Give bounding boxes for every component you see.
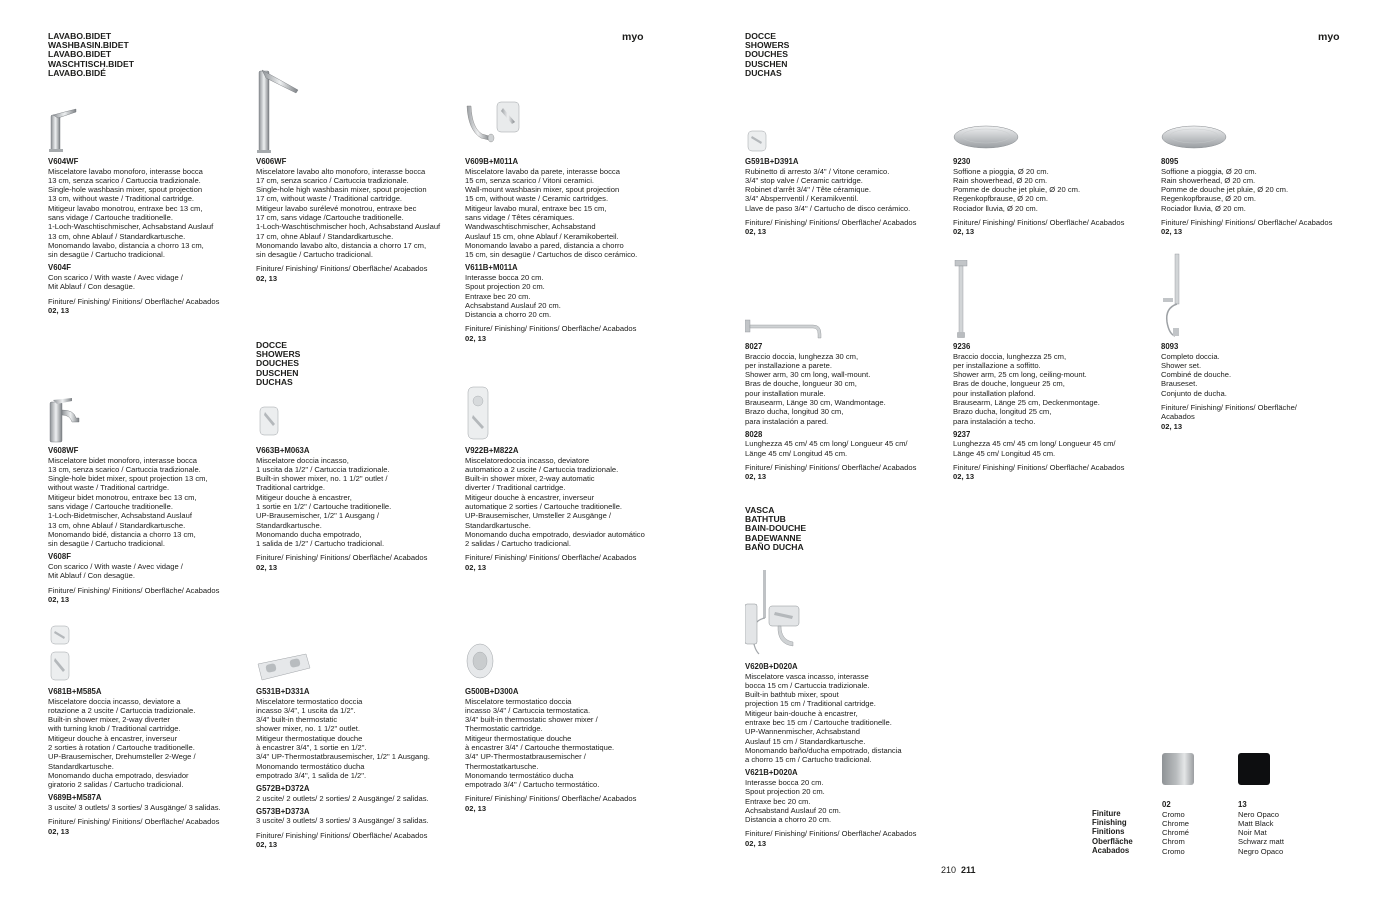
product-block-9230 bbox=[953, 157, 1158, 237]
finish-legend-item-chrome bbox=[1162, 800, 1232, 856]
finish-legend-item-matt-black bbox=[1238, 800, 1318, 856]
product-code: V609B+M011A bbox=[465, 157, 519, 166]
product-variant-description: 3 uscite/ 3 outlets/ 3 sorties/ 3 Ausgänge/ 3 salidas. bbox=[256, 816, 429, 826]
product-block-v609b bbox=[465, 157, 675, 343]
product-variant-code: V689B+M587A bbox=[48, 793, 102, 803]
product-code: V604WF bbox=[48, 157, 79, 166]
product-code: G531B+D331A bbox=[256, 687, 310, 696]
product-code: V922B+M822A bbox=[465, 446, 519, 455]
page-numbers bbox=[941, 866, 976, 875]
finishing-value: 02, 13 bbox=[48, 594, 70, 604]
product-variant-description: 3 uscite/ 3 outlets/ 3 sorties/ 3 Ausgänge/ 3 salidas. bbox=[48, 802, 221, 812]
product-variant-code: G573B+D373A bbox=[256, 806, 310, 816]
product-code: V681B+M585A bbox=[48, 687, 102, 696]
product-image-9230 bbox=[953, 124, 1019, 150]
product-description: Miscelatore lavabo monoforo, interasse bocca 13 cm, senza scarico / Cartuccia tradizionale. Single-hole washbasin mixer, spout projection 13 cm, without waste / Traditional cartridge. Mitigeur lavabo monotrou, entraxe bec 13 cm, sans vidage / Cartouche traditionelle. 1-Loch-Waschtischmischer, Achsabstand Auslauf 13 cm, ohne Ablauf / Standardkartusche. Monomando lavabo, distancia a chorro 13 cm, sin desagüe / Cartucho tradicional. bbox=[48, 166, 214, 260]
product-variant-description: Con scarico / With waste / Avec vidage / Mit Ablauf / Con desagüe. bbox=[48, 272, 183, 292]
finishing-value: 02, 13 bbox=[256, 273, 278, 283]
finishing-value: 02, 13 bbox=[256, 562, 278, 572]
product-variant-code: V621B+D020A bbox=[745, 768, 798, 778]
finishing-value: 02, 13 bbox=[953, 472, 975, 482]
product-description: Miscelatore lavabo alto monoforo, interasse bocca 17 cm, senza scarico / Cartuccia tradizionale. Single-hole high washbasin mixer, spout projection 17 cm, without waste / Traditional cartridge. Mitigeur lavabo surélevé monotrou, entraxe bec 17 cm, sans vidage /Cartouche traditionelle. 1-Loch-Waschtischmischer hoch, Achsabstand Auslauf 17 cm, ohne Ablauf / Standardkartusche. Monomando lavabo alto, distancia a chorro 17 cm, sin desagüe / Cartucho tradicional. bbox=[256, 166, 441, 260]
product-variant-code: G572B+D372A bbox=[256, 784, 310, 794]
finishing-value: 02, 13 bbox=[1161, 227, 1183, 237]
finishing-label: Finiture/ Finishing/ Finitions/ Oberfläche/ Acabados bbox=[1161, 217, 1333, 227]
product-description: Miscelatore termostatico doccia incasso 3/4" / Cartuccia termostatica. 3/4" built-in thermostatic shower mixer / Thermostatic cartridge. Mitigeur thermostatique douche à encastrer 3/4" / Cartouche thermostatique. 3/4" UP-Thermostatbrausemischer / Thermostatkartusche. Monomando termostático ducha empotrado 3/4" / Cartucho termostático. bbox=[465, 696, 615, 790]
finishing-label: Finiture/ Finishing/ Finitions/ Oberfläche/ Acabados bbox=[953, 462, 1125, 472]
product-code: G591B+D391A bbox=[745, 157, 799, 166]
product-block-v604wf bbox=[48, 157, 248, 315]
product-image-v606wf bbox=[256, 66, 300, 154]
finishing-label: Finiture/ Finishing/ Finitions/ Oberfläche/ Acabados bbox=[745, 217, 917, 227]
section-header-showers-right: DOCCE SHOWERS DOUCHES DUSCHEN DUCHAS bbox=[745, 31, 790, 78]
product-description: Miscelatoredoccia incasso, deviatore automatico a 2 uscite / Cartuccia tradizionale. Built-in shower mixer, 2-way automatic diverter / Traditional cartridge. Mitigeur douche à encastrer, inverseur automatique 2 sorties / Cartouche traditionelle. UP-Brausemischer, Umsteller 2 Ausgänge / Standardkartusche. Monomando ducha empotrado, desviador automático 2 salidas / Cartucho tradicional. bbox=[465, 455, 645, 549]
product-block-v620b bbox=[745, 662, 950, 848]
product-description: Miscelatore doccia incasso, 1 uscita da 1/2" / Cartuccia tradizionale. Built-in shower mixer, no. 1 1/2" outlet / Traditional cartridge. Mitigeur douche à encastrer, 1 sortie en 1/2" / Cartouche traditionelle. UP-Brausemischer, 1/2" 1 Ausgang / Standardkartusche. Monomando ducha empotrado, 1 salida de 1/2" / Cartucho tradicional. bbox=[256, 455, 392, 549]
product-variant-code: V608F bbox=[48, 552, 71, 562]
product-description: Rubinetto di arresto 3/4" / Vitone ceramico. 3/4" stop valve / Ceramic cartridge. Robinet d'arrêt 3/4" / Tête céramique. 3/4" Absperrventil / Keramikventil. Llave de paso 3/4" / Cartucho de disco cerámico. bbox=[745, 166, 911, 213]
product-code: 9236 bbox=[953, 342, 971, 351]
product-variant-description: Lunghezza 45 cm/ 45 cm long/ Longueur 45 cm/ Länge 45 cm/ Longitud 45 cm. bbox=[953, 439, 1116, 458]
product-image-v681b bbox=[48, 624, 72, 684]
product-description: Braccio doccia, lunghezza 30 cm, per installazione a parete. Shower arm, 30 cm long, wall-mount. Bras de douche, longueur 30 cm, pour installation murale. Brausearm, Länge 30 cm, Wandmontage. Brazo ducha, longitud 30 cm, para instalación a pared. bbox=[745, 351, 886, 426]
finishing-label: Finiture/ Finishing/ Finitions/ Oberfläche/ Acabados bbox=[256, 830, 428, 840]
product-description: Miscelatore vasca incasso, interasse bocca 15 cm / Cartuccia tradizionale. Built-in bathtub mixer, spout projection 15 cm / Traditional cartridge. Mitigeur bain-douche à encastrer, entraxe bec 15 cm / Cartouche traditionelle. UP-Wannenmischer, Achsabstand Auslauf 15 cm / Standardkartusche. Monomando baño/ducha empotrado, distancia a chorro 15 cm / Cartucho tradicional. bbox=[745, 671, 902, 765]
finishing-value: 02, 13 bbox=[745, 472, 767, 482]
product-code: 8095 bbox=[1161, 157, 1179, 166]
finish-code: 13 bbox=[1238, 800, 1247, 809]
product-image-v620b bbox=[745, 568, 803, 658]
product-block-v922b bbox=[465, 446, 680, 572]
product-image-g500b bbox=[465, 642, 497, 680]
finishing-value: 02, 13 bbox=[465, 333, 487, 343]
product-code: G500B+D300A bbox=[465, 687, 519, 696]
product-code: V620B+D020A bbox=[745, 662, 798, 671]
product-image-v922b bbox=[465, 385, 491, 441]
section-header-bathtub: VASCA BATHTUB BAIN-DOUCHE BADEWANNE BAÑO DUCHA bbox=[745, 505, 807, 552]
product-description: Soffione a pioggia, Ø 20 cm. Rain showerhead, Ø 20 cm. Pomme de douche jet pluie, Ø 20 cm. Regenkopfbrause, Ø 20 cm. Rociador lluvia, Ø 20 cm. bbox=[953, 166, 1081, 213]
finish-swatch-matt-black bbox=[1238, 753, 1270, 785]
finishing-value: 02, 13 bbox=[48, 826, 70, 836]
page-number-left: 210 bbox=[941, 865, 957, 875]
product-image-9236 bbox=[953, 260, 969, 340]
product-code: V606WF bbox=[256, 157, 287, 166]
finishing-label: Finiture/ Finishing/ Finitions/ Oberfläche/ Acabados bbox=[48, 296, 220, 306]
product-variant-code: V604F bbox=[48, 263, 71, 273]
finishing-value: 02, 13 bbox=[953, 227, 975, 237]
product-variant-code: V611B+M011A bbox=[465, 263, 518, 273]
product-image-8095 bbox=[1161, 124, 1227, 150]
product-variant-description: Interasse bocca 20 cm. Spout projection 20 cm. Entraxe bec 20 cm. Achsabstand Auslauf 20 cm. Distancia a chorro 20 cm. bbox=[465, 272, 561, 320]
finish-code: 02 bbox=[1162, 800, 1171, 809]
product-description: Miscelatore termostatico doccia incasso 3/4", 1 uscita da 1/2". 3/4" built-in thermostatic shower mixer, no. 1 1/2" outlet. Mitigeur thermostatique douche à encastrer 3/4", 1 sortie en 1/2". 3/4" UP-Thermostatbrausemischer, 1/2" 1 Ausgang. Monomando termostático ducha empotrado 3/4", 1 salida de 1/2". bbox=[256, 696, 430, 780]
product-block-g591b bbox=[745, 157, 950, 237]
product-block-8093 bbox=[1161, 342, 1366, 431]
product-block-v606wf bbox=[256, 157, 461, 283]
finishing-value: 02, 13 bbox=[1161, 421, 1183, 431]
product-block-g500b bbox=[465, 687, 675, 813]
product-variant-description: Lunghezza 45 cm/ 45 cm long/ Longueur 45 cm/ Länge 45 cm/ Longitud 45 cm. bbox=[745, 439, 908, 458]
product-description: Completo doccia. Shower set. Combiné de douche. Brauseset. Conjunto de ducha. bbox=[1161, 351, 1232, 398]
finishing-label: Finiture/ Finishing/ Finitions/ Oberfläche/ Acabados bbox=[465, 553, 637, 563]
finishing-label: Finiture/ Finishing/ Finitions/ Oberfläche/ Acabados bbox=[256, 553, 428, 563]
product-description: Soffione a pioggia, Ø 20 cm. Rain showerhead, Ø 20 cm. Pomme de douche jet pluie, Ø 20 cm. Regenkopfbrause, Ø 20 cm. Rociador lluvia, Ø 20 cm. bbox=[1161, 166, 1289, 213]
brand-label-right: myo bbox=[1318, 31, 1340, 43]
product-image-v608wf bbox=[48, 394, 82, 444]
finishing-label: Finiture/ Finishing/ Finitions/ Oberfläche/ Acabados bbox=[465, 324, 637, 334]
product-block-8095 bbox=[1161, 157, 1366, 237]
product-block-v681b bbox=[48, 687, 253, 836]
finishing-label: Finiture/ Finishing/ Finitions/ Oberfläche/ Acabados bbox=[48, 817, 220, 827]
finishing-value: 02, 13 bbox=[256, 840, 278, 850]
finishing-label: Finiture/ Finishing/ Finitions/ Oberfläche/ Acabados bbox=[745, 462, 917, 472]
product-code: 8093 bbox=[1161, 342, 1179, 351]
finish-names: Cromo Chrome Chromé Chrom Cromo bbox=[1162, 809, 1190, 856]
product-variant-description: Interasse bocca 20 cm. Spout projection 20 cm. Entraxe bec 20 cm. Achsabstand Auslauf 20 cm. Distancia a chorro 20 cm. bbox=[745, 777, 841, 825]
product-code: 9230 bbox=[953, 157, 971, 166]
product-variant-code: 8028 bbox=[745, 429, 763, 439]
section-header-washbasin: LAVABO.BIDET WASHBASIN.BIDET LAVABO.BIDET WASCHTISCH.BIDET LAVABO.BIDÉ bbox=[48, 31, 134, 78]
finishing-label: Finiture/ Finishing/ Finitions/ Oberfläche/ Acabados bbox=[1161, 402, 1297, 422]
product-description: Miscelatore doccia incasso, deviatore a rotazione a 2 uscite / Cartuccia tradizionale. Built-in shower mixer, 2-way diverter with turning knob / Traditional cartridge. Mitigeur douche à encastrer, inverseur 2 sorties à rotation / Cartouche traditionelle. UP-Brausemischer, Drehumsteller 2-Wege / Standardkartusche. Monomando ducha empotrado, desviador giratorio 2 salidas / Cartucho tradicional. bbox=[48, 696, 196, 790]
product-image-g531b bbox=[256, 652, 312, 682]
finishing-value: 02, 13 bbox=[465, 803, 487, 813]
product-block-g531b bbox=[256, 687, 466, 849]
finishing-label: Finiture/ Finishing/ Finitions/ Oberfläche/ Acabados bbox=[465, 794, 637, 804]
product-image-v609b bbox=[465, 100, 521, 152]
product-variant-description: 2 uscite/ 2 outlets/ 2 sorties/ 2 Ausgänge/ 2 salidas. bbox=[256, 793, 429, 803]
finish-names: Nero Opaco Matt Black Noir Mat Schwarz matt Negro Opaco bbox=[1238, 809, 1284, 856]
finishing-value: 02, 13 bbox=[465, 562, 487, 572]
brand-label-left: myo bbox=[622, 31, 644, 43]
product-image-v604wf bbox=[48, 103, 78, 153]
product-description: Miscelatore bidet monoforo, interasse bocca 13 cm, senza scarico / Cartuccia tradizionale. Single-hole bidet mixer, spout projection 13 cm, without waste / Traditional cartridge. Mitigeur bidet monotrou, entraxe bec 13 cm, sans vidage / Cartouche traditionelle. 1-Loch-Bidetmischer, Achsabstand Auslauf 13 cm, ohne Ablauf / Standardkartusche. Monomando bidé, distancia a chorro 13 cm, sin desagüe / Cartucho tradicional. bbox=[48, 455, 208, 549]
product-description: Miscelatore lavabo da parete, interasse bocca 15 cm, senza scarico / Vitoni ceramici. Wall-mount washbasin mixer, spout projection 15 cm, without waste / Ceramic cartridges. Mitigeur lavabo mural, entraxe bec 15 cm, sans vidage / Têtes céramiques. Wandwaschtischmischer, Achsabstand Auslauf 15 cm, ohne Ablauf / Keramikoberteil. Monomando lavabo a pared, distancia a chorro 15 cm, sin desagüe / Cartuchos de disco cerámico. bbox=[465, 166, 638, 260]
finishing-label: Finiture/ Finishing/ Finitions/ Oberfläche/ Acabados bbox=[745, 829, 917, 839]
product-code: V663B+M063A bbox=[256, 446, 310, 455]
product-variant-code: 9237 bbox=[953, 429, 971, 439]
page-number-right: 211 bbox=[961, 865, 976, 875]
product-image-8093 bbox=[1161, 252, 1187, 338]
product-block-8027 bbox=[745, 342, 950, 482]
product-image-8027 bbox=[745, 316, 827, 340]
product-image-v663b bbox=[256, 404, 282, 438]
finish-swatch-chrome bbox=[1162, 753, 1194, 785]
product-code: V608WF bbox=[48, 446, 79, 455]
product-block-v608wf bbox=[48, 446, 253, 604]
product-description: Braccio doccia, lunghezza 25 cm, per installazione a soffitto. Shower arm, 25 cm long, ceiling-mount. Bras de douche, longueur 25 cm, pour installation plafond. Brausearm, Länge 25 cm, Deckenmontage. Brazo ducha, longitud 25 cm, para instalación a techo. bbox=[953, 351, 1100, 426]
product-code: 8027 bbox=[745, 342, 763, 351]
finishing-value: 02, 13 bbox=[745, 838, 767, 848]
finishing-value: 02, 13 bbox=[48, 305, 70, 315]
product-variant-description: Con scarico / With waste / Avec vidage / Mit Ablauf / Con desagüe. bbox=[48, 561, 183, 581]
product-image-g591b bbox=[745, 128, 771, 154]
finishing-label: Finiture/ Finishing/ Finitions/ Oberfläche/ Acabados bbox=[256, 264, 428, 274]
finishing-label: Finiture/ Finishing/ Finitions/ Oberfläche/ Acabados bbox=[48, 585, 220, 595]
finishing-value: 02, 13 bbox=[745, 227, 767, 237]
finish-legend-labels: Finiture Finishing Finitions Oberfläche Acabados bbox=[1092, 809, 1133, 855]
product-block-v663b bbox=[256, 446, 461, 572]
finishing-label: Finiture/ Finishing/ Finitions/ Oberfläche/ Acabados bbox=[953, 217, 1125, 227]
section-header-showers-left: DOCCE SHOWERS DOUCHES DUSCHEN DUCHAS bbox=[256, 340, 301, 387]
product-block-9236 bbox=[953, 342, 1158, 482]
